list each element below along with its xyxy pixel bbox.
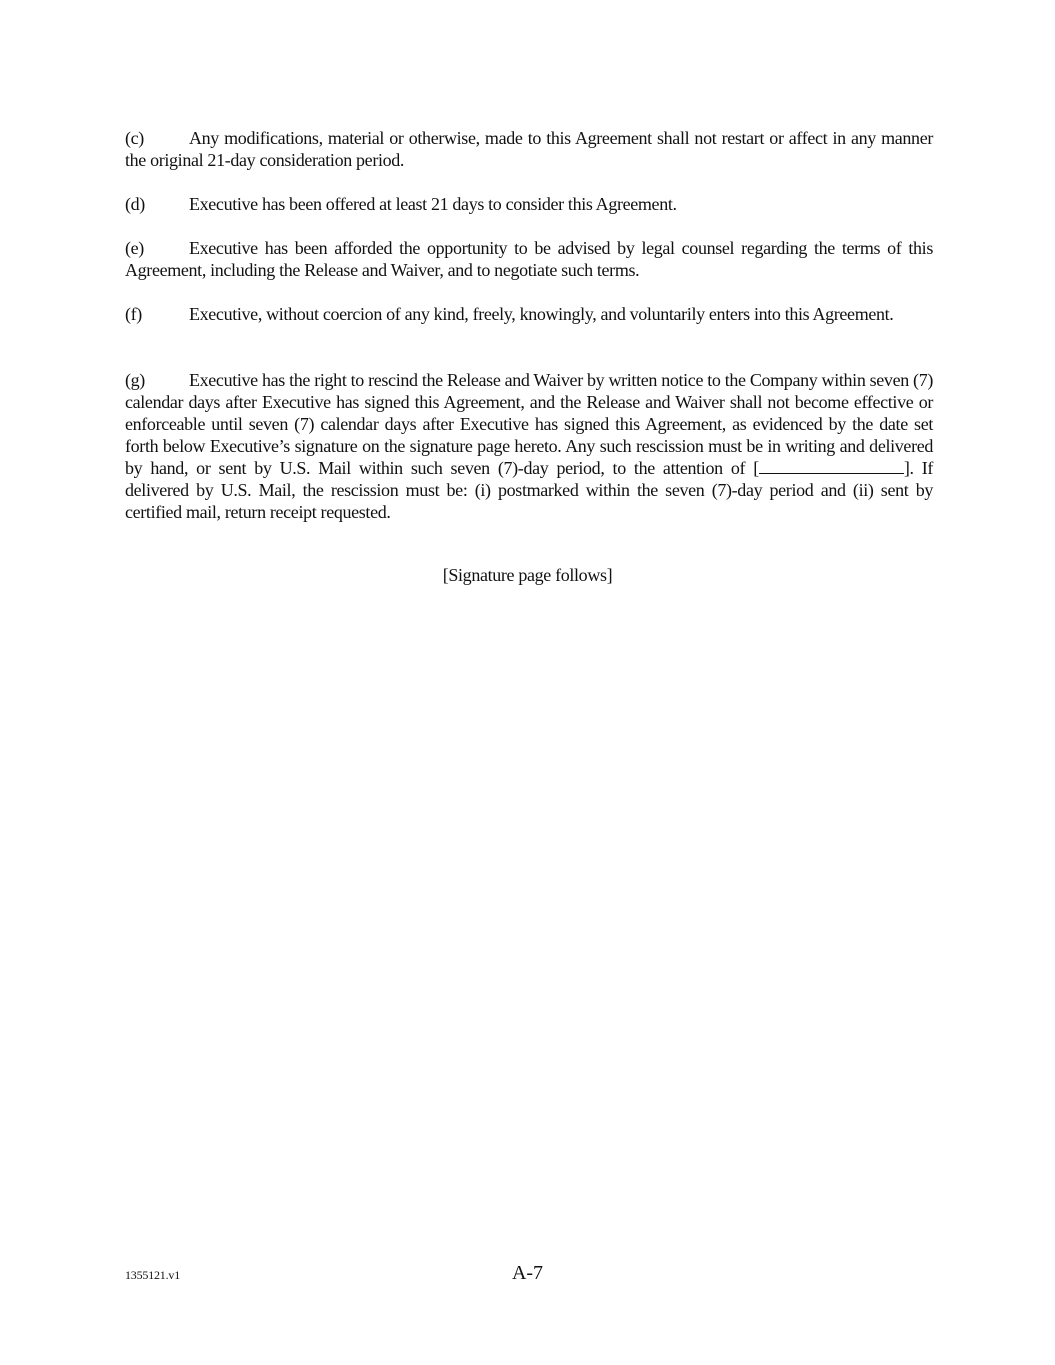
paragraph-text-after-blank: ]. If delivered by U.S. Mail, the rescission must be: (i) postmarked within the seven (7)-day period and (ii) sent by certified mail, return receipt requested. [125, 458, 933, 522]
paragraph-c [125, 127, 933, 171]
paragraph-d [125, 193, 933, 215]
attention-blank-line [759, 459, 904, 474]
paragraph-g [125, 369, 933, 523]
paragraph-marker-label: (c) [125, 128, 144, 148]
paragraph-text: Any modifications, material or otherwise, made to this Agreement shall not restart or affect in any manner the original 21-day consideration period. [125, 128, 933, 170]
document-id: 1355121.v1 [125, 1268, 181, 1282]
paragraph-text-before-blank: Executive has the right to rescind the Release and Waiver by written notice to the Company within seven (7) calendar days after Executive has signed this Agreement, and the Release and Waiver shall not become effective or enforceable until seven (7) calendar days after Executive has signed this Agreement, as evidenced by the date set forth below Executive’s signature on the signature page hereto. Any such rescission must be in writing and delivered by hand, or sent by U.S. Mail within such seven (7)-day period, to the attention of [ [125, 370, 933, 478]
paragraph-marker-label: (g) [125, 370, 145, 390]
paragraph-text: Executive, without coercion of any kind, freely, knowingly, and voluntarily enters into this Agreement. [189, 304, 894, 324]
paragraph-marker-label: (e) [125, 238, 144, 258]
signature-page-notice: [Signature page follows] [442, 565, 613, 585]
paragraph-text: Executive has been afforded the opportunity to be advised by legal counsel regarding the terms of this Agreement, including the Release and Waiver, and to negotiate such terms. [125, 238, 933, 280]
paragraph-f [125, 303, 933, 325]
paragraph-text: Executive has been offered at least 21 days to consider this Agreement. [189, 194, 677, 214]
paragraph-marker-label: (d) [125, 194, 145, 214]
page-number: A-7 [511, 1262, 544, 1284]
paragraph-marker-label: (f) [125, 304, 142, 324]
paragraph-e [125, 237, 933, 281]
